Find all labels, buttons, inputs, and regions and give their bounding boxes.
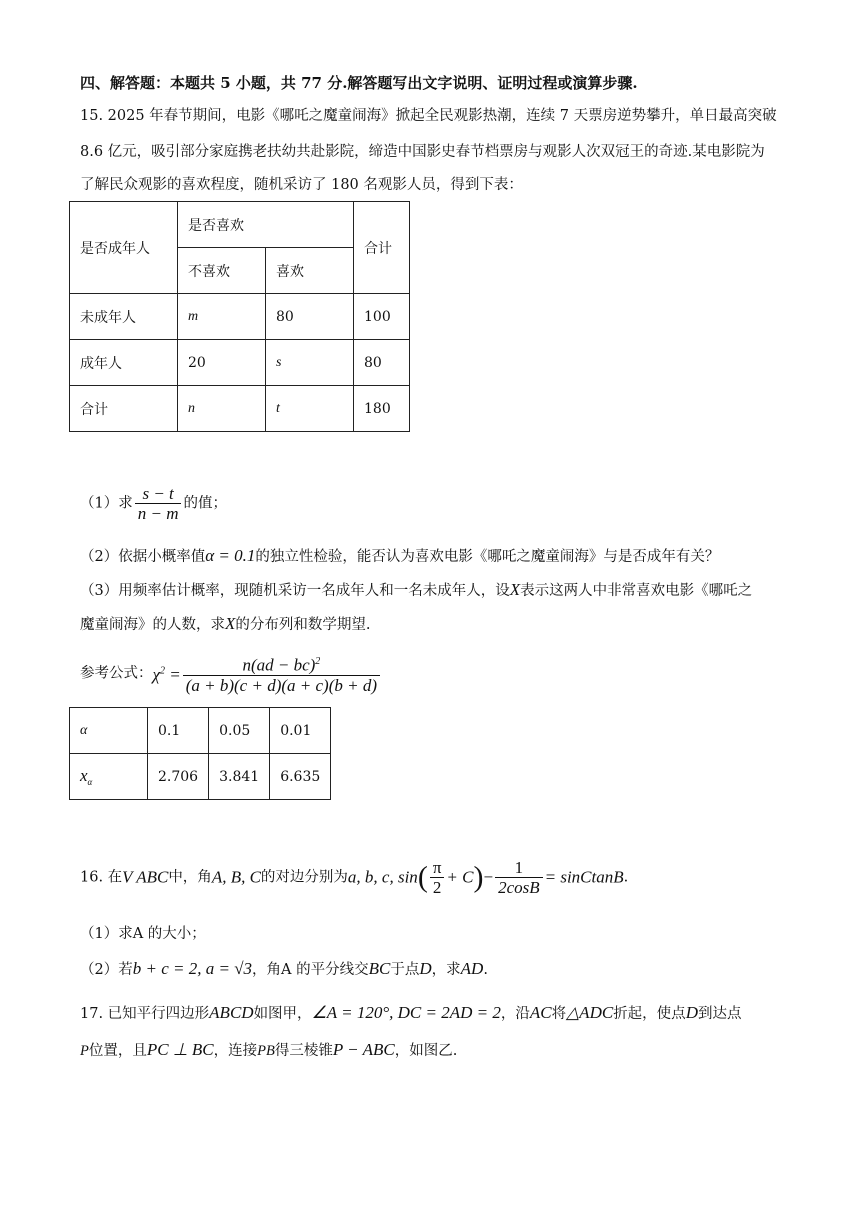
pi-over-2 <box>430 858 445 897</box>
row-header-cell: 是否成年人 <box>70 202 178 294</box>
cell-total: 100 <box>354 294 410 340</box>
cell-like: t <box>266 386 354 432</box>
section-title: 四、解答题：本题共 5 小题，共 77 分.解答题写出文字说明、证明过程或演算步骤. <box>80 74 638 92</box>
alpha-label-cell: α <box>70 708 148 754</box>
q17-text-g: 位置，且 <box>88 1043 147 1059</box>
numerator-text: n(ad − bc) <box>242 655 316 675</box>
two: 2 <box>432 878 442 897</box>
cell-dislike: 20 <box>178 340 266 386</box>
q17-condition: ∠A = 120°, DC = 2AD = 2 <box>311 1003 501 1022</box>
chi-symbol: $\chi^2$ = <box>152 665 181 685</box>
var-x: X <box>225 614 236 633</box>
sub1-prefix: （1）求 <box>80 495 133 512</box>
alpha-cell: 0.1 <box>148 708 209 754</box>
q17-text-j: ，如图乙. <box>394 1043 458 1059</box>
sub1-fraction <box>135 484 182 523</box>
minus-sign: − <box>483 867 494 887</box>
x-subscript: α <box>87 776 93 787</box>
row-label: 成年人 <box>70 340 178 386</box>
x-letter: x <box>80 766 88 786</box>
segment-bc: BC <box>368 959 391 978</box>
q15-sub2 <box>80 546 719 567</box>
angles: A, B, C <box>211 867 261 887</box>
triangle-abc: V ABC <box>122 867 169 887</box>
q16-sub2-text-a: ，角A 的平分线交 <box>252 962 369 978</box>
q17-text-h: ，连接 <box>213 1043 258 1059</box>
q17-line2 <box>80 1040 457 1061</box>
segment-ad: AD <box>460 959 484 978</box>
plus-c: + C <box>446 867 474 887</box>
table-row <box>70 340 410 386</box>
q16-condition: b + c = 2, a = √3 <box>132 959 253 978</box>
point-d: D <box>419 959 432 978</box>
q15-line2: 8.6 亿元，吸引部分家庭携老扶幼共赴影院，缔造中国影史春节档票房与观影人次双冠王的奇迹.某电影院为 <box>80 144 765 160</box>
row-label: 合计 <box>70 386 178 432</box>
parallelogram-abcd: ABCD <box>209 1003 254 1022</box>
segment-pb: PB <box>257 1043 275 1059</box>
one: 1 <box>495 858 543 878</box>
q15-line3: 了解民众观影的喜欢程度，随机采访了 180 名观影人员，得到下表： <box>80 177 523 193</box>
q17-text-d: 将 <box>551 1006 567 1022</box>
q16-sub2-text-b: 于点 <box>390 962 420 978</box>
q17-text-a: 17. 已知平行四边形 <box>80 1006 210 1022</box>
formula-numerator <box>183 652 380 676</box>
row-label: 未成年人 <box>70 294 178 340</box>
q15-sub1 <box>80 484 227 523</box>
q17-line1 <box>80 1003 741 1024</box>
q16-sub2 <box>80 959 488 980</box>
dislike-header-cell: 不喜欢 <box>178 248 266 294</box>
critical-value-table <box>69 707 331 800</box>
sub1-suffix: 的值； <box>183 495 227 512</box>
cell-like: 80 <box>266 294 354 340</box>
formula-fraction <box>183 652 380 695</box>
cell-dislike: n <box>178 386 266 432</box>
table-row <box>70 708 331 754</box>
triangle-adc: △ADC <box>566 1003 614 1022</box>
reference-formula <box>80 652 382 695</box>
q16-sub1: （1）求A 的大小； <box>80 926 206 942</box>
q17-text-b: 如图甲， <box>253 1006 312 1022</box>
sub3-text-a: （3）用频率估计概率，现随机采访一名成年人和一名未成年人，设 <box>80 583 510 599</box>
cell-total: 80 <box>354 340 410 386</box>
chi-exponent: 2 <box>159 665 165 677</box>
sub2-prefix: （2）依据小概率值 <box>80 549 206 565</box>
sub2-suffix: 的独立性检验，能否认为喜欢电影《哪吒之魔童闹海》与是否成年有关？ <box>255 549 720 565</box>
formula-label: 参考公式： <box>80 665 153 682</box>
like-header-cell: 喜欢 <box>266 248 354 294</box>
q15-line1: 15. 2025 年春节期间，电影《哪吒之魔童闹海》掀起全民观影热潮，连续 7 天票房逆势攀升，单日最高突破 <box>80 108 777 124</box>
perpendicular-condition: PC ⊥ BC <box>146 1040 214 1059</box>
table-row <box>70 754 331 800</box>
q16-prefix: 16. 在 <box>80 869 123 886</box>
period: . <box>623 869 629 886</box>
cell-total: 180 <box>354 386 410 432</box>
q15-sub3-line1 <box>80 580 752 601</box>
q16-text-a: 中，角 <box>168 869 212 886</box>
var-x: X <box>509 580 521 599</box>
point-p: P <box>80 1043 89 1059</box>
q16-sub2-end: . <box>483 962 488 978</box>
q16-text-b: 的对边分别为 <box>260 869 348 886</box>
sub1-denominator: n − m <box>137 504 179 523</box>
q16-sub2-prefix: （2）若 <box>80 962 133 978</box>
numerator-exponent: 2 <box>315 656 321 667</box>
pyramid-pabc: P − ABC <box>332 1040 395 1059</box>
sub3-text-d: 的分布列和数学期望. <box>235 617 371 633</box>
survey-table <box>69 201 410 432</box>
x-cell: 2.706 <box>148 754 209 800</box>
alpha-cell: 0.05 <box>209 708 270 754</box>
q17-text-i: 得三棱锥 <box>274 1043 333 1059</box>
q16-statement: 16. 在V ABC中，角A, B, C的对边分别为a, b, c, sin( $\frac{\pi}{2}$ + C)− $\frac{1}{2\cos B}$ = sinCtanB. <box>80 858 629 897</box>
group-header-cell: 是否喜欢 <box>178 202 354 248</box>
sub3-text-c: 魔童闹海》的人数，求 <box>80 617 225 633</box>
two-cos-b: 2cosB <box>498 878 540 897</box>
x-cell: 6.635 <box>270 754 331 800</box>
total-header-cell: 合计 <box>354 202 410 294</box>
table-row <box>70 294 410 340</box>
one-over-2cosb <box>495 858 543 897</box>
table-header-row <box>70 202 410 248</box>
table-row <box>70 386 410 432</box>
sub1-numerator: s − t <box>135 484 182 504</box>
q16-sub2-text-c: ，求 <box>431 962 461 978</box>
cell-like: s <box>266 340 354 386</box>
segment-ac: AC <box>529 1003 552 1022</box>
x-cell: 3.841 <box>209 754 270 800</box>
sub3-text-b: 表示这两人中非常喜欢电影《哪吒之 <box>520 583 753 599</box>
sides-sin: a, b, c, sin <box>347 867 418 887</box>
x-label-cell <box>70 754 148 800</box>
chi-letter: χ <box>152 665 160 685</box>
point-d: D <box>685 1003 698 1022</box>
q17-text-c: ，沿 <box>500 1006 530 1022</box>
alpha-expression: α = 0.1 <box>205 546 256 565</box>
q17-text-f: 到达点 <box>697 1006 742 1022</box>
formula-denominator: (a + b)(c + d)(a + c)(b + d) <box>185 675 377 695</box>
q15-sub3-line2 <box>80 614 371 635</box>
cell-dislike: m <box>178 294 266 340</box>
alpha-cell: 0.01 <box>270 708 331 754</box>
q17-text-e: 折起，使点 <box>613 1006 686 1022</box>
pi: π <box>430 858 445 878</box>
rhs: = sinCtanB <box>544 867 624 887</box>
